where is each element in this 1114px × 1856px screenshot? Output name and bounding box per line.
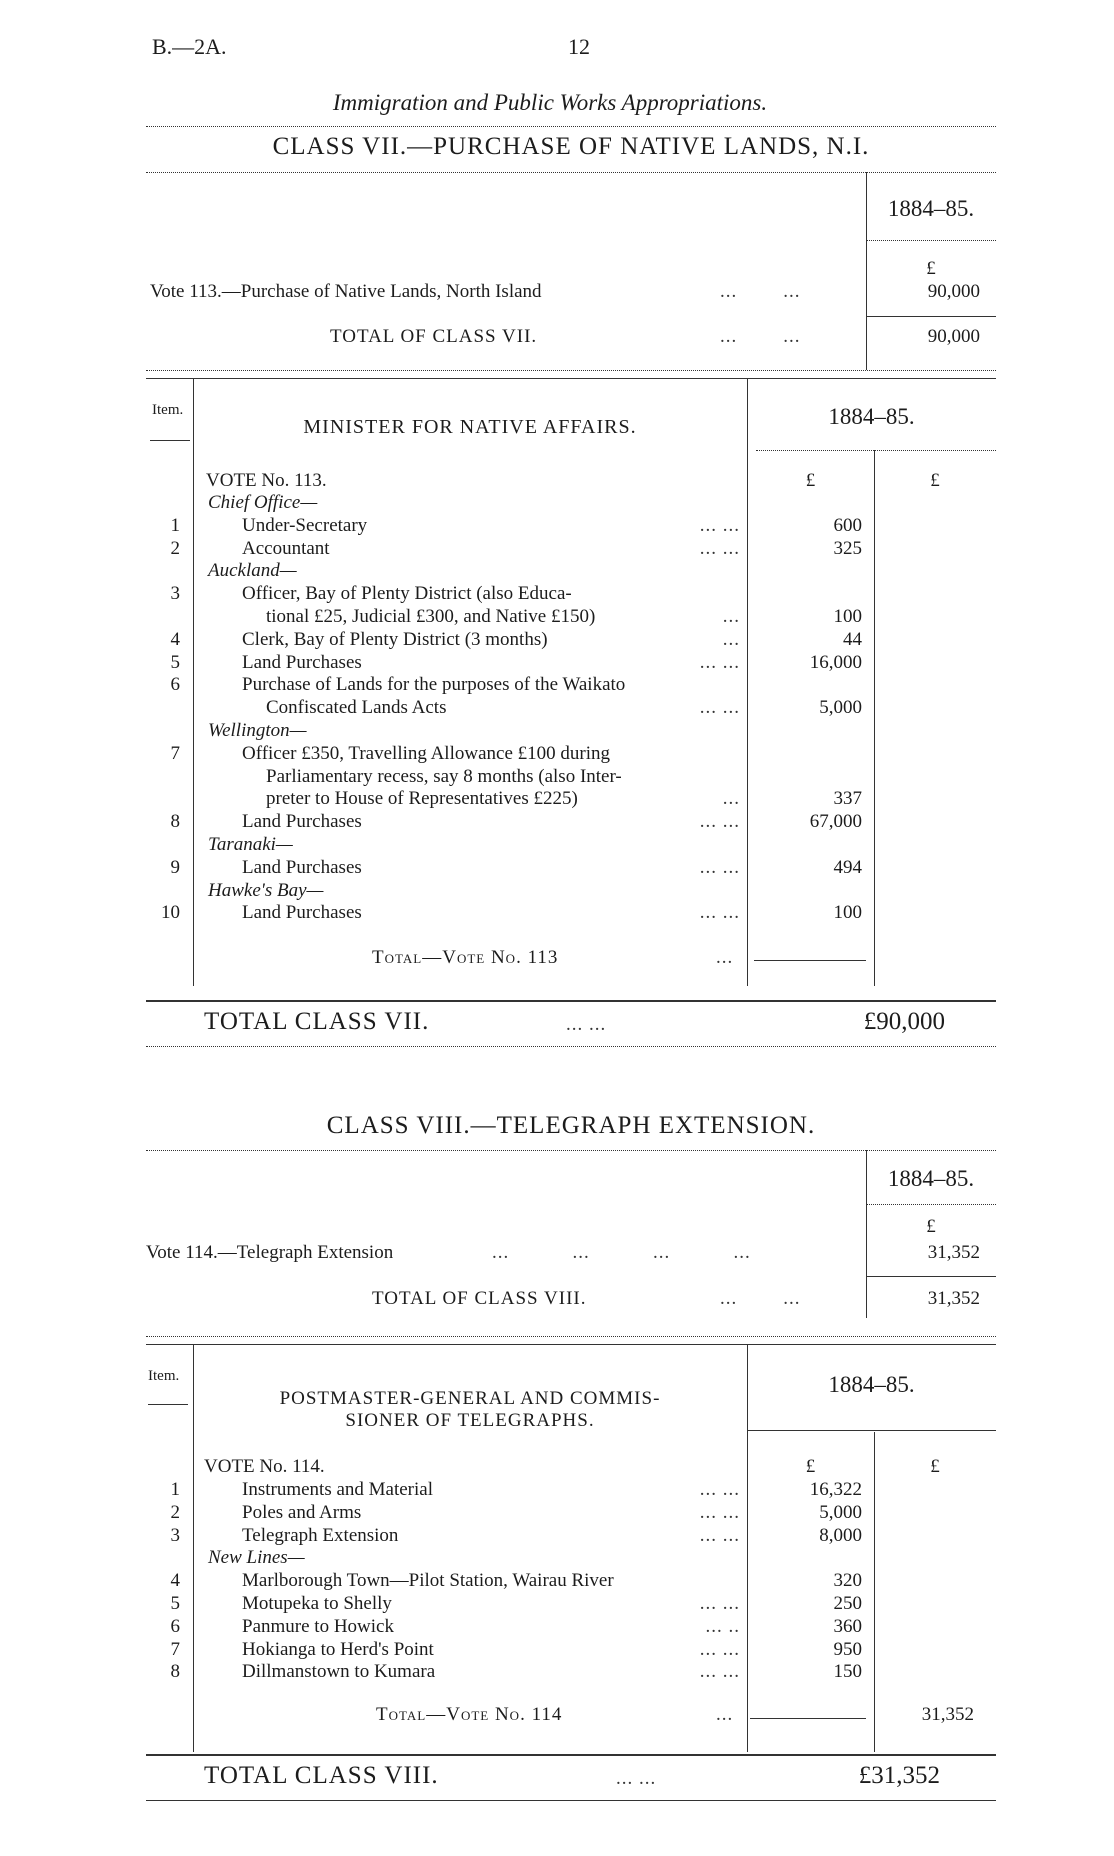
leader-dots: ... ... [699,811,740,833]
item-number: 6 [170,674,180,696]
item-description: Panmure to Howick [242,1615,394,1637]
section-heading: Auckland— [208,560,297,582]
class7-vote-no: VOTE No. 113. [206,470,327,491]
class7-detail-year: 1884–85. [828,404,915,429]
leader-dots: ... ... [699,514,740,536]
item-amount: 494 [833,856,862,878]
leader-dots: ... [722,628,740,650]
item-description: Parliamentary recess, say 8 months (also Inter- [266,765,622,787]
item-description: Accountant [242,537,330,559]
item-number: 5 [170,651,180,673]
class8-vote-total-amount: 31,352 [921,1704,974,1725]
class7-currency: £ [926,258,936,279]
item-number: 5 [170,1593,180,1614]
item-description: Under-Secretary [242,514,368,536]
class8-total-label: TOTAL CLASS VIII. [204,1762,439,1789]
item-number: 3 [170,583,180,605]
item-number: 8 [170,1661,180,1683]
item-number: 2 [170,1501,180,1523]
item-description: Poles and Arms [242,1501,362,1523]
leader-dots: ... ... [699,1661,740,1683]
item-amount: 320 [833,1570,862,1592]
item-number: 3 [170,1524,180,1546]
class8-cur-a: £ [805,1456,816,1477]
item-amount: 5,000 [819,697,862,719]
class7-vote-amount: 90,000 [927,281,980,302]
item-description: Confiscated Lands Acts [266,697,447,719]
item-number: 10 [161,902,180,924]
leader-dots: ... [722,606,740,627]
item-amount: 44 [843,628,862,650]
item-amount: 250 [833,1593,862,1614]
item-amount: 100 [833,902,862,924]
page-reference: B.—2A. [152,34,227,59]
item-description: Land Purchases [242,902,362,924]
leader-dots: ... [722,788,740,810]
leader-dots: ... ... [699,1638,740,1660]
class7-vote-total-label: Total—Vote No. 113 [372,947,559,968]
item-amount: 8,000 [819,1524,862,1546]
item-amount: 950 [833,1638,862,1660]
section-heading: Wellington— [208,720,307,741]
class8-total-label: TOTAL OF CLASS VIII. [372,1288,587,1309]
section-heading: New Lines— [208,1547,305,1569]
class7-vote-line: Vote 113.—Purchase of Native Lands, North Island [150,281,542,302]
item-description: tional £25, Judicial £300, and Native £150) [266,606,596,627]
class8-item-header: Item. [148,1368,180,1384]
class8-cur-b: £ [930,1456,940,1477]
item-description: Motupeka to Shelly [242,1593,392,1614]
leader-dots: ... ... [699,1593,740,1614]
leader-dots: ... ... [699,1501,740,1523]
class7-total-amount: 90,000 [927,326,980,347]
item-number: 4 [170,1570,180,1592]
item-description: Land Purchases [242,811,362,833]
class7-year: 1884–85. [887,196,975,221]
item-amount: 325 [833,537,862,559]
section-heading: Chief Office— [208,492,318,513]
class8-total-amount: 31,352 [927,1288,980,1309]
item-amount: 360 [833,1615,862,1637]
item-number: 7 [170,1638,180,1660]
leader-dots: ... ... [699,697,740,719]
class8-detail-year: 1884–85. [828,1372,915,1397]
class8-detail-heading-1: POSTMASTER-GENERAL AND COMMIS- [279,1388,661,1409]
item-description: preter to House of Representatives £225) [266,788,578,810]
item-amount: 337 [833,788,862,810]
item-description: Land Purchases [242,856,362,878]
item-amount: 5,000 [819,1501,862,1523]
item-description: Officer £350, Travelling Allowance £100 during [242,742,610,764]
class8-vote-no: VOTE No. 114. [204,1456,325,1477]
class7-title: CLASS VII.—PURCHASE OF NATIVE LANDS, N.I. [272,133,870,160]
class7-grand-total: £90,000 [863,1008,945,1035]
class7-total-label: TOTAL OF CLASS VII. [330,326,538,347]
leader-dots: ... ... [699,1524,740,1546]
item-number: 1 [170,514,180,536]
class8-grand-total: £31,352 [858,1762,940,1789]
class7-total-label: TOTAL CLASS VII. [204,1008,430,1035]
item-description: Officer, Bay of Plenty District (also Educa- [242,583,572,605]
leader-dots: ... ... [699,902,740,924]
page-number: 12 [568,34,590,59]
item-description: Purchase of Lands for the purposes of the Waikato [242,674,626,696]
item-description: Land Purchases [242,651,362,673]
item-number: 1 [170,1479,180,1500]
class8-vote-amount: 31,352 [927,1242,980,1263]
class8-vote-line: Vote 114.—Telegraph Extension [146,1242,394,1263]
section-heading: Taranaki— [208,834,293,855]
leader-dots: ... ... [699,1479,740,1500]
class7-detail-heading: MINISTER FOR NATIVE AFFAIRS. [303,416,637,438]
item-number: 2 [170,537,180,559]
page-subtitle: Immigration and Public Works Appropriations. [332,90,768,115]
class8-title: CLASS VIII.—TELEGRAPH EXTENSION. [326,1112,816,1139]
item-number: 4 [170,628,180,650]
class7-cur-a: £ [805,470,816,491]
class8-detail-heading-2: SIONER OF TELEGRAPHS. [345,1410,595,1431]
item-amount: 150 [833,1661,862,1683]
item-number: 9 [170,856,180,878]
item-description: Dillmanstown to Kumara [242,1661,436,1683]
class8-currency: £ [926,1216,936,1237]
class8-vote-total-label: Total—Vote No. 114 [376,1704,563,1725]
class7-cur-b: £ [930,470,940,491]
leader-dots: ... ... [699,537,740,559]
item-number: 8 [170,811,180,833]
item-description: Instruments and Material [242,1479,434,1500]
item-number: 7 [170,742,180,764]
class7-item-header: Item. [152,402,184,418]
item-description: Clerk, Bay of Plenty District (3 months) [242,628,548,650]
item-description: Telegraph Extension [242,1524,399,1546]
leader-dots: ... .. [705,1615,740,1637]
item-description: Hokianga to Herd's Point [242,1638,434,1660]
leader-dots: ... ... [699,856,740,878]
item-number: 6 [170,1615,180,1637]
item-amount: 16,000 [809,651,862,673]
section-heading: Hawke's Bay— [208,879,324,901]
leader-dots: ... ... [699,651,740,673]
item-amount: 16,322 [809,1479,862,1500]
item-amount: 67,000 [809,811,862,833]
item-amount: 600 [833,514,862,536]
item-amount: 100 [833,606,862,627]
item-description: Marlborough Town—Pilot Station, Wairau River [242,1570,614,1592]
class8-year: 1884–85. [887,1166,975,1191]
